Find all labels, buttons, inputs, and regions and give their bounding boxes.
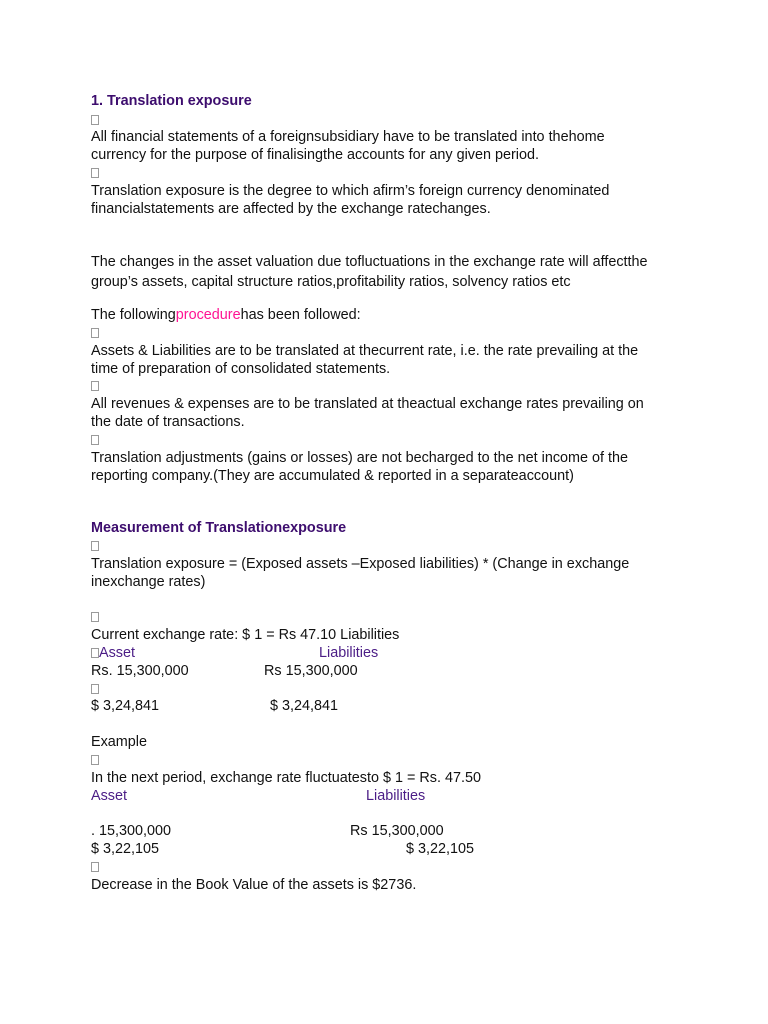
- table2-liab-rs: Rs 15,300,000: [350, 823, 444, 839]
- missing-glyph-icon: [91, 537, 99, 555]
- table1-liabilities-label: Liabilities: [319, 645, 379, 661]
- missing-glyph-icon: [91, 680, 99, 698]
- para2-line2: financialstatements are affected by the exchange ratechanges.: [91, 201, 491, 217]
- conclusion-line: Decrease in the Book Value of the assets is $2736.: [91, 877, 417, 893]
- heading-measurement: Measurement of Translationexposure: [91, 520, 347, 536]
- procedure-before: The following: [91, 307, 176, 323]
- para1-line1: All financial statements of a foreignsubsidiary have to be translated into thehome: [91, 129, 605, 145]
- example-label: Example: [91, 734, 147, 750]
- item1-line2: time of preparation of consolidated statements.: [91, 361, 391, 377]
- next-period-line: In the next period, exchange rate fluctuatesto $ 1 = Rs. 47.50: [91, 770, 482, 786]
- formula-line2: inexchange rates): [91, 574, 206, 590]
- missing-glyph-icon: [91, 648, 99, 658]
- table1-asset-rs: Rs. 15,300,000: [91, 663, 189, 679]
- heading-translation-exposure: 1. Translation exposure: [91, 93, 252, 109]
- table1-asset-label: Asset: [99, 645, 135, 661]
- missing-glyph-icon: [91, 111, 99, 129]
- current-rate-line: Current exchange rate: $ 1 = Rs 47.10 Liabilities: [91, 627, 400, 643]
- table1-liab-usd: $ 3,24,841: [270, 698, 339, 714]
- table1-liab-rs: Rs 15,300,000: [264, 663, 358, 679]
- formula-line1: Translation exposure = (Exposed assets –Exposed liabilities) * (Change in exchange: [91, 556, 630, 572]
- table2-asset-usd: $ 3,22,105: [91, 841, 160, 857]
- missing-glyph-icon: [91, 164, 99, 182]
- missing-glyph-icon: [91, 858, 99, 876]
- item2-line1: All revenues & expenses are to be translated at theactual exchange rates prevailing on: [91, 396, 644, 412]
- table2-asset-rs: . 15,300,000: [91, 823, 172, 839]
- para2-line1: Translation exposure is the degree to which afirm’s foreign currency denominated: [91, 183, 610, 199]
- item1-line1: Assets & Liabilities are to be translated at thecurrent rate, i.e. the rate prevailing at the: [91, 343, 639, 359]
- table2-liab-usd: $ 3,22,105: [406, 841, 475, 857]
- para3-line1: The changes in the asset valuation due tofluctuations in the exchange rate will affectthe: [91, 254, 648, 270]
- item3-line2: reporting company.(They are accumulated & reported in a separateaccount): [91, 468, 574, 484]
- item3-line1: Translation adjustments (gains or losses) are not becharged to the net income of the: [91, 450, 629, 466]
- procedure-after: has been followed:: [240, 307, 361, 323]
- missing-glyph-icon: [91, 751, 99, 769]
- missing-glyph-icon: [91, 377, 99, 395]
- procedure-link[interactable]: procedure: [175, 307, 241, 323]
- missing-glyph-icon: [91, 324, 99, 342]
- missing-glyph-icon: [91, 608, 99, 626]
- table2-liabilities-label: Liabilities: [366, 788, 426, 804]
- para3-line2: group’s assets, capital structure ratios,profitability ratios, solvency ratios etc: [91, 274, 571, 290]
- item2-line2: the date of transactions.: [91, 414, 245, 430]
- table1-labels: [91, 644, 135, 662]
- table2-asset-label: Asset: [91, 788, 127, 804]
- table1-asset-usd: $ 3,24,841: [91, 698, 160, 714]
- para1-line2: currency for the purpose of finalisingthe accounts for any given period.: [91, 147, 539, 163]
- procedure-line: [91, 306, 361, 324]
- missing-glyph-icon: [91, 431, 99, 449]
